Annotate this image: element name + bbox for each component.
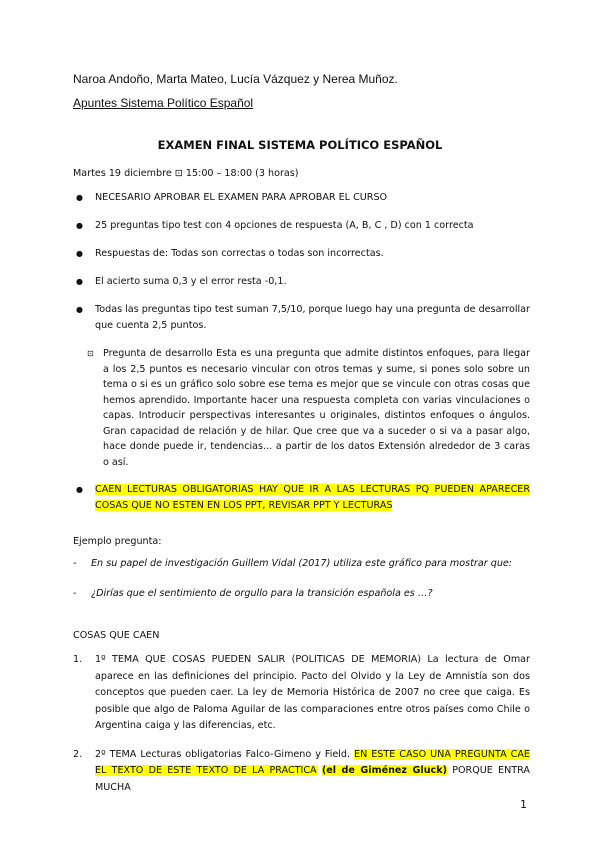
list-item: - En su papel de investigación Guillem Vidal (2017) utiliza este gráfico para mostrar que:: [73, 556, 530, 572]
item-number: 2.: [73, 748, 83, 760]
highlighted-text: EN ESTE CASO UNA PREGUNTA CAE EL TEXTO DE ESTE TEXTO DE LA PRACTICA: [95, 748, 530, 776]
page-number: 1: [520, 798, 527, 811]
highlighted-text: CAEN LECTURAS OBLIGATORIAS HAY QUE IR A LAS LECTURAS PQ PUEDEN APARECER COSAS QUE NO ESTEN EN LOS PPT, REVISAR PPT Y LECTURAS: [95, 484, 530, 511]
item-text-post: PORQUE ENTRA MUCHA: [95, 765, 530, 793]
sub-item-text: Pregunta de desarrollo Esta es una pregunta que admite distintos enfoques, para llegar a los 2,5 puntos es necesario vincular con otros temas y sume, si pones solo sobre un tema o si es un gráfico solo sobre ese tema es mejor que se vincule con otras cosas que hemos aprendido. Importante hacer una respuesta completa con varias vinculaciones o capas. Introducir perspectivas interesantes u originales, distintos enfoques o ángulos. Gran capacidad de relación y de hilar. Que cree que va a suceder o si va a pasar algo, hace donde puede ir, tendencias... a partir de los datos Extensión alrededor de 3 caras o así.: [103, 348, 530, 468]
topics-list: [73, 652, 530, 808]
item-text: 1º TEMA QUE COSAS PUEDEN SALIR (POLITICAS DE MEMORIA) La lectura de Omar aparece en las definiciones del principio. Pacto del Olvido y la Ley de Amnistía son dos conceptos que pueden caer. La ley de Memoria Histórica de 2007 no cree que caiga. Es posible que algo de Paloma Aguilar de las comparaciones entre otros países como Chile o Argentina caiga y las diferencias, etc.: [95, 654, 530, 731]
authors-line: Naroa Andoño, Marta Mateo, Lucía Vázquez y Nerea Muñoz.: [73, 72, 398, 86]
list-item: [73, 747, 530, 797]
exam-rules-list: [73, 190, 530, 526]
sub-list-item: [87, 346, 530, 470]
page-title: EXAMEN FINAL SISTEMA POLÍTICO ESPAÑOL: [157, 138, 443, 152]
example-list: [73, 556, 530, 616]
example-heading: Ejemplo pregunta:: [73, 536, 162, 547]
list-item-highlighted: [73, 482, 530, 514]
item-text-pre: 2º TEMA Lecturas obligatorias Falco-Gimeno y Field.: [95, 748, 355, 760]
list-item: ● Respuestas de: Todas son correctas o todas son incorrectas.: [73, 246, 530, 262]
highlighted-bold-text: (el de Giménez Gluck): [321, 765, 447, 776]
list-item: ● El acierto suma 0,3 y el error resta -0,1.: [73, 274, 530, 290]
section-heading: COSAS QUE CAEN: [73, 630, 160, 641]
list-item: ● Todas las preguntas tipo test suman 7,5/10, porque luego hay una pregunta de desarrollar que cuenta 2,5 puntos.: [73, 302, 530, 334]
document-subtitle: Apuntes Sistema Político Español: [73, 96, 254, 110]
list-item: ● 25 preguntas tipo test con 4 opciones de respuesta (A, B, C , D) con 1 correcta: [73, 218, 530, 234]
list-item: - ¿Dirías que el sentimiento de orgullo para la transición española es …?: [73, 586, 530, 602]
exam-date: Martes 19 diciembre ⊡ 15:00 – 18:00 (3 horas): [73, 168, 299, 179]
square-bullet-icon: ⊡: [87, 349, 94, 358]
list-item: ● NECESARIO APROBAR EL EXAMEN PARA APROBAR EL CURSO: [73, 190, 530, 206]
list-item: [73, 652, 530, 735]
item-number: 1.: [73, 654, 83, 665]
